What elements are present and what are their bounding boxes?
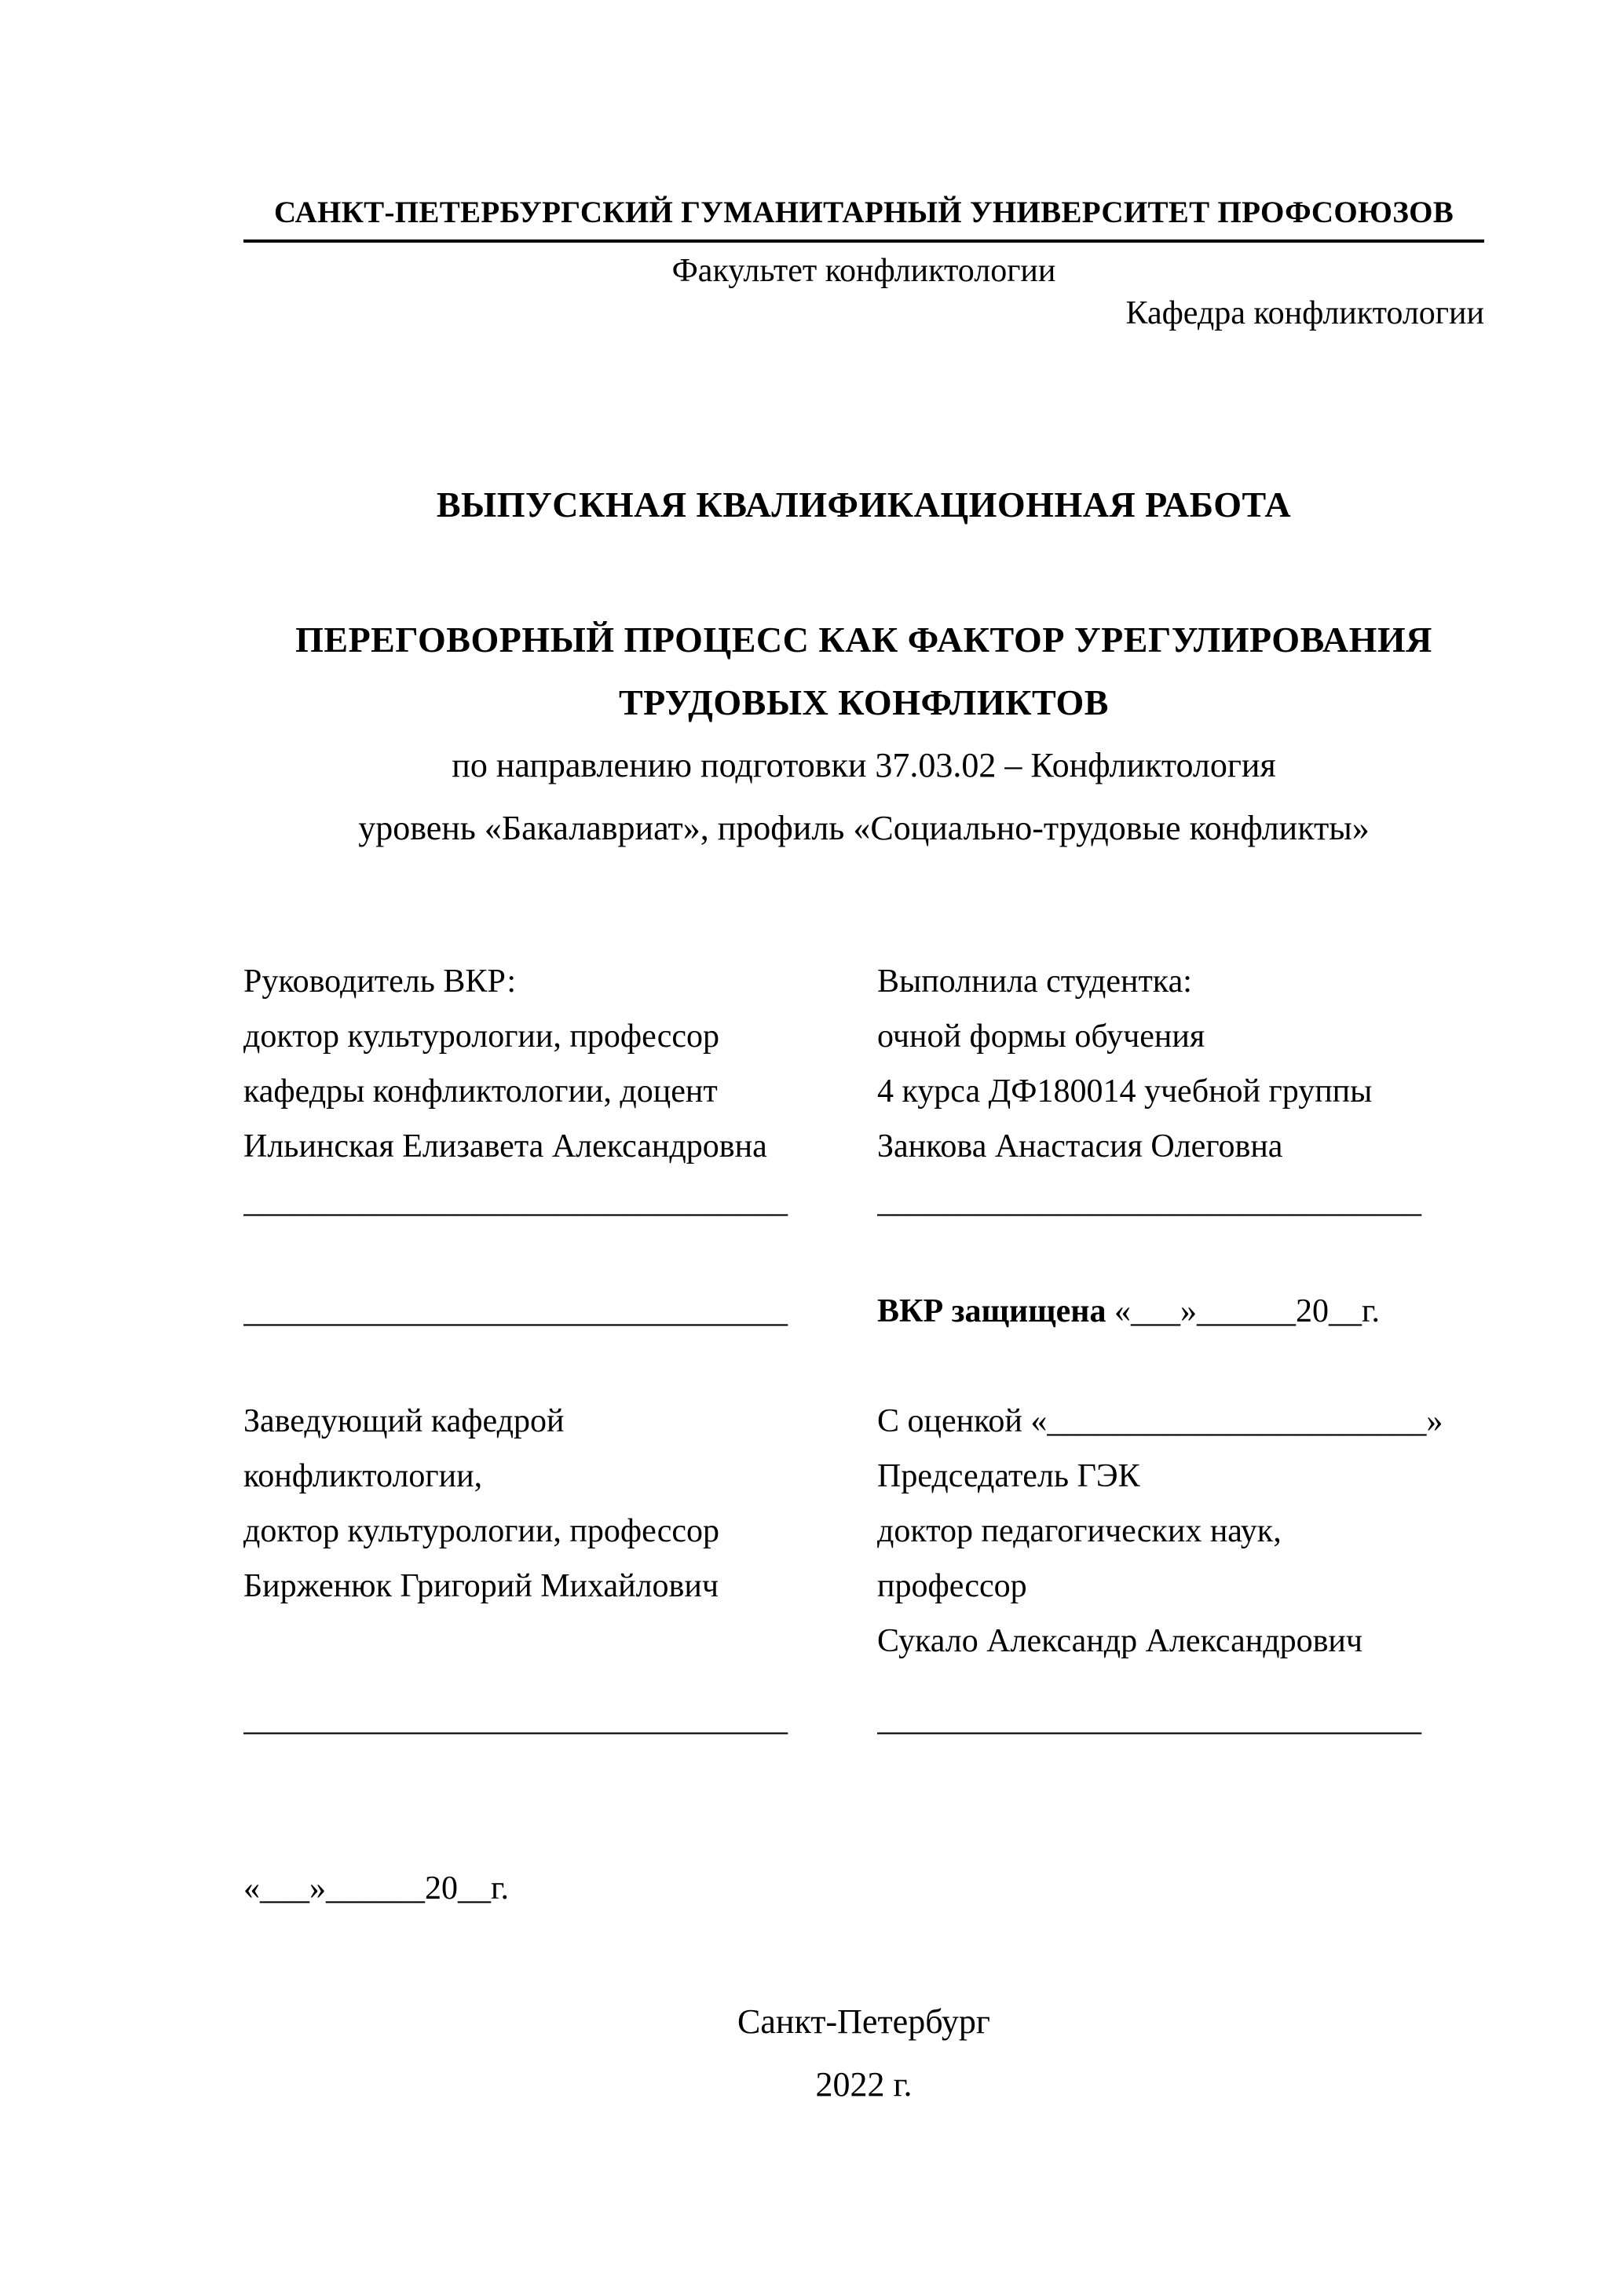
people-block <box>243 954 1484 1174</box>
student-name: Занкова Анастасия Олеговна <box>877 1128 1283 1164</box>
thesis-title-line-1: ПЕРЕГОВОРНЫЙ ПРОЦЕСС КАК ФАКТОР УРЕГУЛИРОВАНИЯ <box>295 620 1432 660</box>
department-line: Кафедра конфликтологии <box>1125 295 1484 331</box>
supervisor-name: Ильинская Елизавета Александровна <box>243 1128 767 1164</box>
student-group: 4 курса ДФ180014 учебной группы <box>877 1073 1373 1110</box>
committee-rank-line: профессор <box>877 1568 1027 1604</box>
student-cell <box>877 954 1484 1174</box>
student-study-form: очной формы обучения <box>877 1018 1205 1055</box>
city-line: Санкт-Петербург <box>737 2002 990 2041</box>
header-rule <box>243 239 1484 243</box>
supervisor-degree-1: доктор культурологии, профессор <box>243 1018 720 1055</box>
defended-date-blank: «___»______20__г. <box>1106 1293 1380 1329</box>
supervisor-label: Руководитель ВКР: <box>243 963 517 1000</box>
level-line: уровень «Бакалавриат», профиль «Социально-трудовые конфликты» <box>358 809 1370 847</box>
head-signature-line: _________________________________ <box>243 1702 788 1738</box>
work-type-title: ВЫПУСКНАЯ КВАЛИФИКАЦИОННАЯ РАБОТА <box>436 484 1292 525</box>
thesis-title-block <box>243 609 1484 860</box>
committee-degree-line: доктор педагогических наук, <box>877 1513 1282 1549</box>
footer-block <box>243 1991 1484 2116</box>
committee-chair-name: Сукало Александр Александрович <box>877 1623 1363 1659</box>
signature-row-3 <box>243 1692 1484 1747</box>
faculty-line: Факультет конфликтологии <box>671 253 1056 289</box>
program-line: по направлению подготовки 37.03.02 – Конфликтология <box>452 746 1276 784</box>
supervisor-signature-line-2: _________________________________ <box>243 1293 788 1329</box>
committee-chair-line: Председатель ГЭК <box>877 1458 1140 1494</box>
student-label: Выполнила студентка: <box>877 963 1192 1000</box>
committee-signature-line: _________________________________ <box>877 1702 1421 1738</box>
thesis-title-line-2: ТРУДОВЫХ КОНФЛИКТОВ <box>618 682 1109 722</box>
head-degree-line: доктор культурологии, профессор <box>243 1513 720 1549</box>
supervisor-signature-line-1: _________________________________ <box>243 1183 788 1219</box>
head-title-line-2: конфликтологии, <box>243 1458 483 1494</box>
committee-cell <box>877 1394 1484 1669</box>
head-title-line-1: Заведующий кафедрой <box>243 1403 565 1439</box>
supervisor-degree-2: кафедры конфликтологии, доцент <box>243 1073 718 1110</box>
signature-row-1 <box>243 1174 1484 1229</box>
supervisor-cell <box>243 954 850 1174</box>
head-name: Бирженюк Григорий Михайлович <box>243 1568 719 1604</box>
student-signature-line: _________________________________ <box>877 1183 1421 1219</box>
defended-label: ВКР защищена <box>877 1293 1106 1329</box>
approval-date-line: «___»______20__г. <box>243 1870 509 1907</box>
signature-row-2 <box>243 1284 1484 1339</box>
head-of-department-cell <box>243 1394 850 1669</box>
grade-line: С оценкой «_______________________» <box>877 1403 1443 1439</box>
year-line: 2022 г. <box>815 2065 913 2104</box>
defended-line <box>877 1284 1484 1339</box>
officials-block <box>243 1394 1484 1669</box>
university-name: САНКТ-ПЕТЕРБУРГСКИЙ ГУМАНИТАРНЫЙ УНИВЕРСИТЕТ ПРОФСОЮЗОВ <box>273 196 1454 229</box>
